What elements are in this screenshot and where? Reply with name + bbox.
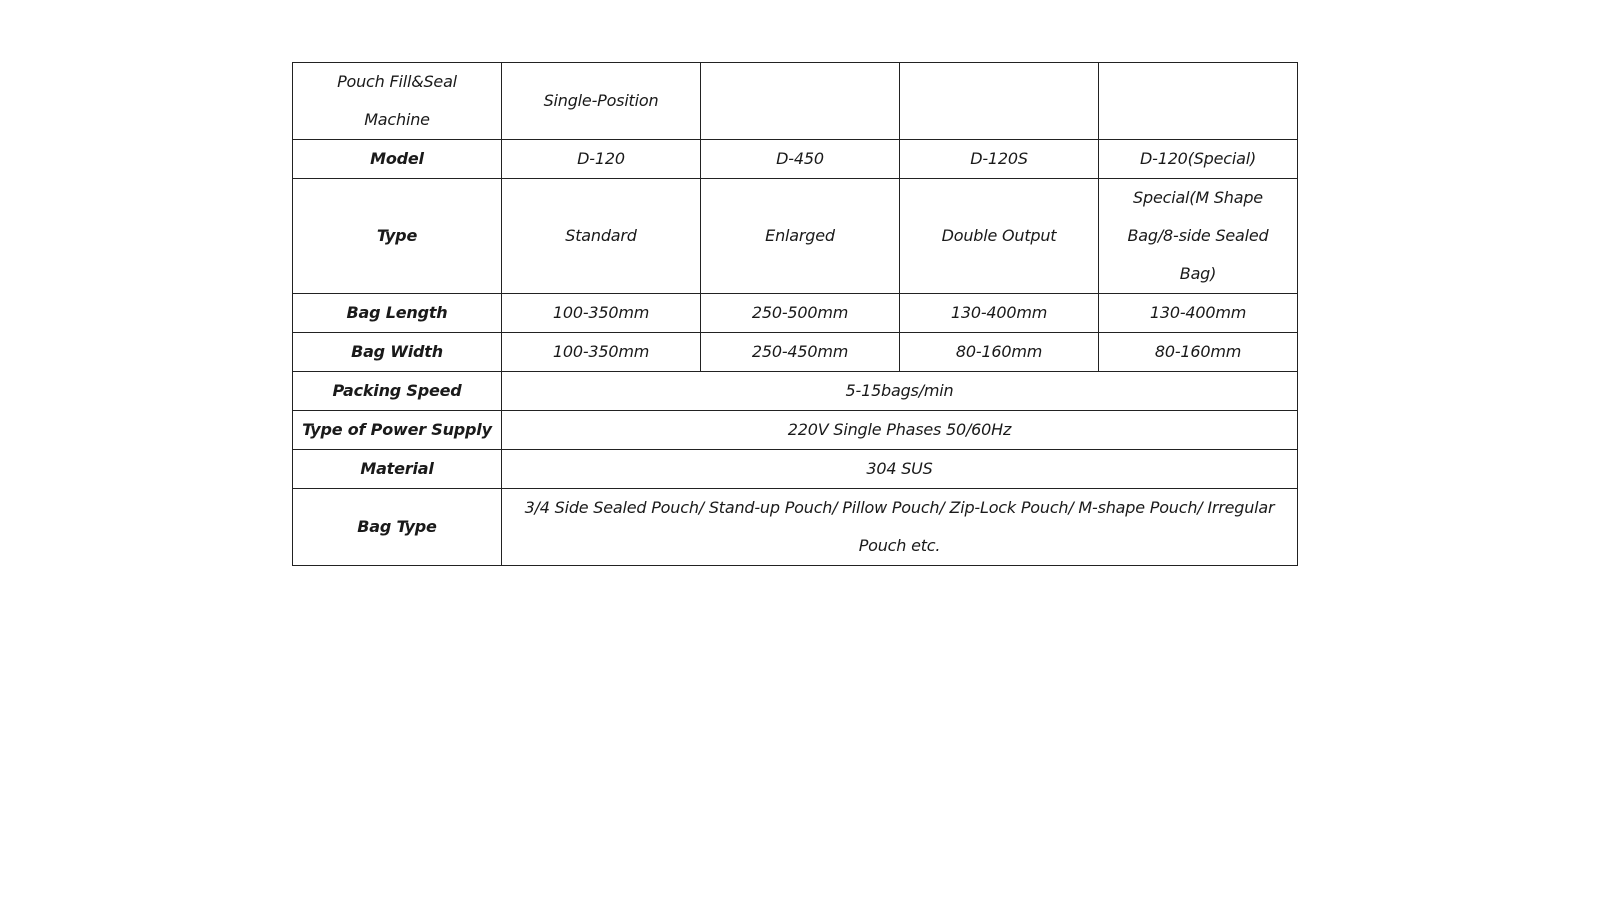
table-row-bag-width xyxy=(293,333,1298,372)
merged-cell: 220V Single Phases 50/60Hz xyxy=(502,411,1298,450)
table-cell: 250-500mm xyxy=(701,294,900,333)
row-label: Model xyxy=(293,140,502,179)
row-label: Bag Length xyxy=(293,294,502,333)
table-row-model xyxy=(293,140,1298,179)
row-label: Bag Width xyxy=(293,333,502,372)
table-cell: 80-160mm xyxy=(900,333,1099,372)
header-col2-cell xyxy=(701,63,900,140)
table-cell: Special(M Shape Bag/8-side Sealed Bag) xyxy=(1099,179,1298,294)
table-cell: 80-160mm xyxy=(1099,333,1298,372)
row-label: Bag Type xyxy=(293,489,502,566)
table-cell: D-120S xyxy=(900,140,1099,179)
merged-cell: 5-15bags/min xyxy=(502,372,1298,411)
row-label: Packing Speed xyxy=(293,372,502,411)
table-cell: D-450 xyxy=(701,140,900,179)
table-row-bag-length xyxy=(293,294,1298,333)
table-cell: Standard xyxy=(502,179,701,294)
table-row-packing-speed xyxy=(293,372,1298,411)
merged-cell: 304 SUS xyxy=(502,450,1298,489)
row-label: Type of Power Supply xyxy=(293,411,502,450)
row-label: Type xyxy=(293,179,502,294)
table-cell: Double Output xyxy=(900,179,1099,294)
table-row-power-supply xyxy=(293,411,1298,450)
row-label: Material xyxy=(293,450,502,489)
table-cell: 100-350mm xyxy=(502,333,701,372)
header-col1-cell: Single-Position xyxy=(502,63,701,140)
header-label-cell: Pouch Fill&Seal Machine xyxy=(293,63,502,140)
table-cell: 100-350mm xyxy=(502,294,701,333)
table-row-header xyxy=(293,63,1298,140)
header-col4-cell xyxy=(1099,63,1298,140)
table-cell: 250-450mm xyxy=(701,333,900,372)
table-cell: 130-400mm xyxy=(900,294,1099,333)
merged-cell: 3/4 Side Sealed Pouch/ Stand-up Pouch/ Pillow Pouch/ Zip-Lock Pouch/ M-shape Pouch/ Irregular Pouch etc. xyxy=(502,489,1298,566)
table-row-type xyxy=(293,179,1298,294)
header-col3-cell xyxy=(900,63,1099,140)
spec-table xyxy=(292,62,1298,566)
table-cell: 130-400mm xyxy=(1099,294,1298,333)
table-row-material xyxy=(293,450,1298,489)
table-cell: D-120(Special) xyxy=(1099,140,1298,179)
table-cell: Enlarged xyxy=(701,179,900,294)
table-cell: D-120 xyxy=(502,140,701,179)
table-row-bag-type xyxy=(293,489,1298,566)
